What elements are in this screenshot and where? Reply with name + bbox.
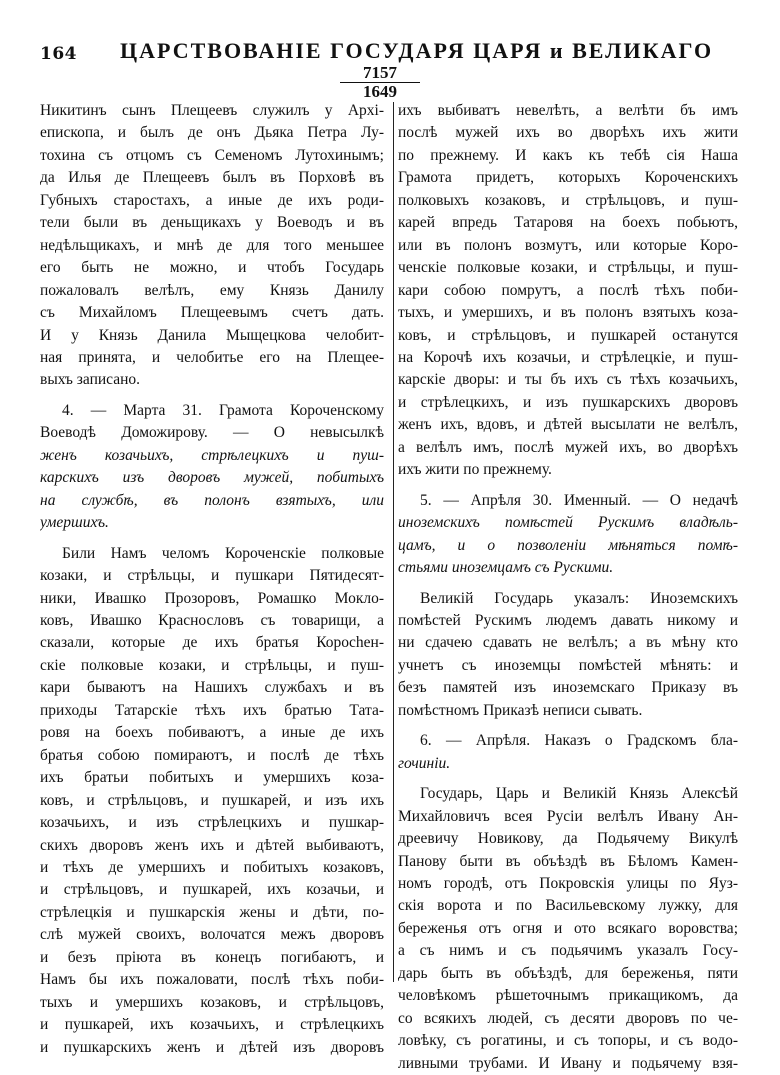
text-line: сказали, которые де ихъ братья Короchен- [40,634,384,652]
text-line: ковъ, Ивашко Краснословъ съ товарищи, а [40,611,384,629]
text-line: епископа, и былъ де онъ Дьяка Петра Лу- [40,124,384,142]
text-line: Никитинъ сынъ Плещеевъ служилъ у Архі- [40,102,384,119]
text-line: кари собою помрутъ, а послѣ тѣхъ поби- [398,281,738,299]
text-line: и пушкарей, ихъ козачьихъ, и стрѣлецкихъ [40,1016,384,1034]
text-line: карей впредь Татаровя на боехъ побьютъ, [398,214,738,232]
text-line: послѣ мужей ихъ во дворѣхъ ихъ жити [398,124,738,142]
text-line: а велѣлъ имъ, послѣ мужей ихъ, во дворѣхъ [398,438,738,456]
text-line: учнетъ съ иноземцы помѣстей мѣнять: и [398,656,738,674]
paragraph-gap [398,580,738,588]
text-line: слѣ мужей своихъ, волочатся межъ дворовъ [40,926,384,944]
text-line: Губныхъ старостахъ, а иные де ихъ роди- [40,191,384,209]
text-line: козачьихъ, и изъ стрѣлецкихъ и пушкар- [40,814,384,832]
text-line: карскихъ изъ дворовъ мужей, побитыхъ [40,469,384,487]
text-line: и стрѣльцовъ, и пушкарей, ихъ козачьи, и [40,881,384,899]
text-line: помѣстномъ Приказѣ неписи сывать. [398,701,643,719]
text-line: выхъ записано. [40,371,141,389]
text-line: Михайловичъ всея Русіи велѣлъ Ивану Ан- [398,807,738,825]
text-line: стьями иноземцамъ съ Рускими. [398,559,614,577]
text-line: береженья отъ огня и ото всякаго воровства; [398,919,738,937]
text-line: Великій Государь указалъ: Иноземскихъ [420,589,738,607]
text-line: 5. — Апрѣля 30. Именный. — О недачѣ [420,491,738,509]
text-line: умершихъ. [40,514,109,532]
text-line: тыхъ и умершихъ козаковъ, и стрѣльцовъ, [40,993,384,1011]
text-line: ливными трубами. И Ивану и подьячему взя- [398,1054,738,1072]
year-ad: 1649 [363,82,397,101]
text-line: его быть не можно, и чтобъ Государь [40,259,384,277]
text-line: и стрѣлецкихъ, и изъ пушкарскихъ дворовъ [398,393,738,411]
running-head: ЦАРСТВОВАНІЕ ГОСУДАРЯ ЦАРЯ и ВЕЛИКАГО [120,38,714,63]
text-line: иноземскихъ помѣстей Рускимъ владѣль- [398,514,738,532]
text-line: полковыхъ козаковъ, и стрѣльцовъ, и пуш- [398,191,738,209]
text-line: ихъ выбиватъ невелѣть, а велѣти бъ имъ [398,102,738,119]
text-line: тыхъ, и умершихъ, и въ полонъ взятыхъ коза- [398,304,738,322]
text-line: ченскіе полковые козаки, и стрѣльцы, и пуш- [398,259,738,277]
paragraph-gap [40,392,384,400]
text-line: ники, Ивашко Прозоровъ, Ромашко Моклo- [40,589,384,607]
text-line: ная принята, и челобитье его на Плещее- [40,348,384,366]
text-line: братья собою помираютъ, и послѣ де тѣхъ [40,746,384,764]
text-line: Грамота придетъ, которыхъ Короченскихъ [398,169,738,187]
text-line: Воеводѣ Доможирову. — О невысылкѣ [40,424,384,442]
text-line: 4. — Марта 31. Грамота Короченскому [62,401,384,419]
text-line: недѣльщикахъ, и мнѣ де для того меньшее [40,236,384,254]
text-line: или въ полонъ возмутъ, или которые Коро- [398,236,738,254]
text-line: дреевичу Новикову, да Подьячему Викулѣ [398,830,738,848]
text-line: на Корочѣ ихъ козачьи, и стрѣлецкіе, и пуш- [398,348,738,366]
text-line: козаки, и стрѣльцы, и пушкари Пятидесят- [40,567,384,585]
paragraph-gap [398,775,738,783]
text-line: женъ ихъ, вдовъ, и дѣтей высылати не велѣлъ, [398,416,738,434]
text-line: 6. — Апрѣля. Наказъ о Градскомъ бла- [420,732,738,750]
paragraph-gap [40,535,384,543]
text-line: женъ козачьихъ, стрѣлецкихъ и пуш- [40,446,384,464]
right-column [398,100,738,1075]
paragraph-gap [398,722,738,730]
text-line: пожаловалъ велѣлъ, ему Князь Данилу [40,281,384,299]
text-line: цамъ, и о позволеніи мѣняться помѣ- [398,536,738,554]
text-line: И у Князь Данила Мыщецкова челобит- [40,326,384,344]
text-line: номъ городѣ, отъ Покровскія улицы по Яуз- [398,874,738,892]
column-divider [393,102,394,982]
text-line: тохина съ отцомъ съ Семеномъ Лутохинымъ; [40,146,384,164]
text-line: ихъ жити по прежнему. [398,461,552,479]
text-line: стрѣлецкія и пушкарскія жены и дѣти, по- [40,903,384,921]
text-line: ковъ, и стрѣльцовъ, и пушкарей останутся [398,326,738,344]
text-line: кари бываютъ на Нашихъ службахъ и въ [40,679,384,697]
text-line: по прежнему. И какъ къ тебѣ сія Наша [398,146,738,164]
text-line: а съ нимъ и съ подьячимъ указалъ Госу- [398,942,738,960]
text-line: и безъ пріюта въ конецъ погибаютъ, и [40,948,384,966]
year-block [340,64,420,101]
text-line: скіе полковые козаки, и стрѣльцы, и пуш- [40,656,384,674]
text-line: ровя на боехъ побиваютъ, а иные де ихъ [40,724,384,742]
text-line: ловѣку, съ рогатины, и съ топоры, и съ водо- [398,1032,738,1050]
text-line: помѣстей Рускимъ людемъ давать никому и [398,611,738,629]
text-line: ихъ братьи побитыхъ и умершихъ коза- [40,769,384,787]
text-line: ни сдачею сдавать не велѣлъ; а въ мѣну кто [398,634,738,652]
text-line: ковъ, и стрѣльцовъ, и пушкарей, и изъ ихъ [40,791,384,809]
text-line: да Илья де Плещеевъ былъ въ Порховѣ въ [40,169,384,187]
paragraph-gap [398,482,738,490]
text-line: скія ворота и по Васильевскому лужку, для [398,897,738,915]
text-line: карскіе дворы: и ты бъ ихъ съ тѣхъ козачьихъ, [398,371,738,389]
text-line: Намъ бы ихъ пожаловати, послѣ тѣхъ поби- [40,971,384,989]
text-line: Били Намъ челомъ Короченскіе полковые [62,544,384,562]
text-line: на службѣ, въ полонъ взятыхъ, или [40,491,384,509]
text-line: и пушкарскихъ женъ и дѣтей изъ дворовъ [40,1038,384,1056]
text-line: и тѣхъ де умершихъ и побитыхъ козаковъ, [40,858,384,876]
year-mundi: 7157 [340,64,420,83]
text-line: гочиніи. [398,754,451,772]
text-line: безъ памятей изъ иноземскаго Приказу въ [398,679,738,697]
text-line: съ Михайломъ Плещеевымъ счетъ дать. [40,304,384,322]
text-line: приходы Татарскіе тѣхъ ихъ братью Тата- [40,701,384,719]
text-line: Панову быти въ объѣздѣ въ Бѣломъ Камен- [398,852,738,870]
text-line: со всякихъ людей, съ десяти дворовъ по че- [398,1009,738,1027]
page-number: 164 [40,44,77,64]
text-line: человѣкомъ рѣшеточнымъ прикащикомъ, да [398,987,738,1005]
left-column [40,100,384,1059]
text-line: скихъ дворовъ женъ ихъ и дѣтей выбиваютъ, [40,836,384,854]
text-line: Государь, Царь и Великій Князь Алексѣй [420,785,738,803]
text-line: дарь быть въ объѣздѣ, для береженья, пяти [398,964,738,982]
text-line: тели были въ деньщикахъ у Воеводъ и въ [40,214,384,232]
